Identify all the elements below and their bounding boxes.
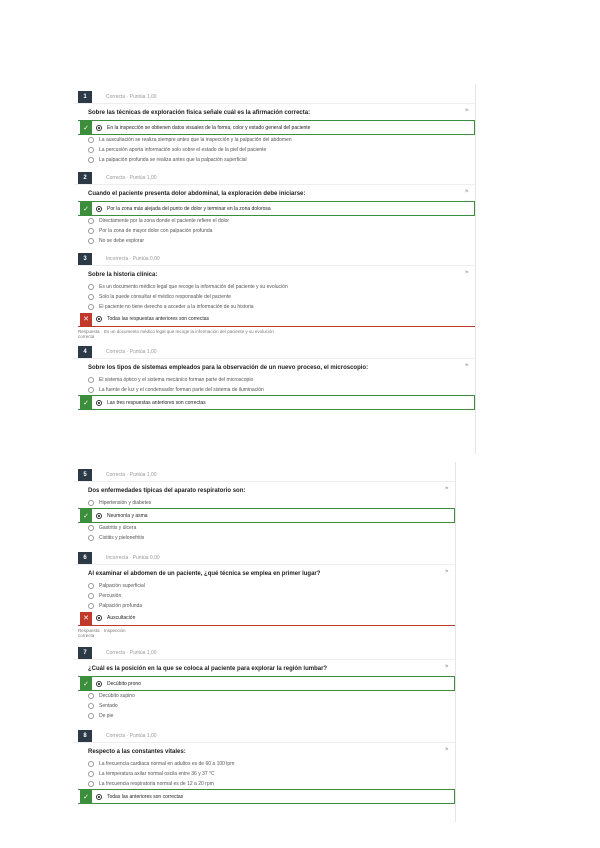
question-text: Cuando el paciente presenta dolor abdominal, la exploración debe iniciarse: [88, 191, 306, 197]
answer-option[interactable] [88, 523, 455, 533]
radio-button[interactable] [88, 525, 94, 531]
answer-option[interactable] [88, 282, 475, 292]
correct-response-label: Respuesta correcta [78, 329, 100, 339]
question-status: Correcta · Puntúa 1,00 [106, 471, 157, 478]
radio-button[interactable] [96, 615, 102, 621]
answer-option[interactable] [88, 759, 455, 769]
radio-button[interactable] [96, 513, 102, 519]
radio-button[interactable] [88, 377, 94, 383]
question-block [74, 252, 475, 339]
answer-option[interactable] [88, 533, 455, 543]
answer-option-label: Palpación profunda [99, 603, 143, 609]
radio-button[interactable] [88, 535, 94, 541]
question-status: Correcta · Puntúa 1,00 [106, 93, 157, 100]
answer-option[interactable] [78, 508, 455, 523]
answer-option[interactable] [78, 312, 475, 327]
radio-button[interactable] [88, 603, 94, 609]
answer-option-label: La frecuencia cardiaca normal en adultos es de 60 a 100 lpm [99, 761, 235, 767]
check-icon: ✓ [80, 202, 92, 215]
radio-button[interactable] [88, 137, 94, 143]
question-header [74, 468, 455, 482]
answer-option-label: De pie [99, 713, 114, 719]
flag-icon[interactable]: ⚑ [464, 363, 469, 369]
radio-button[interactable] [88, 218, 94, 224]
answer-option-label: Todas las anteriores son correctas [107, 793, 184, 800]
question-text: Sobre las técnicas de exploración física señale cuál es la afirmación correcta: [88, 110, 311, 116]
flag-icon[interactable]: ⚑ [444, 747, 449, 753]
answer-option-label: La frecuencia respiratoria normal es de 12 a 20 rpm [99, 781, 214, 787]
answer-option[interactable] [88, 385, 475, 395]
radio-button[interactable] [96, 316, 102, 322]
answer-option-label: Sentado [99, 703, 118, 709]
question-number: 3 [78, 253, 92, 265]
question-number: 8 [78, 730, 92, 742]
question-block [74, 171, 475, 246]
question-block [74, 646, 455, 721]
answer-option-label: Es un documento médico legal que recoge la información del paciente y su evolución [99, 284, 288, 290]
question-header [74, 729, 455, 743]
question-header [74, 646, 455, 660]
answer-option[interactable] [88, 711, 455, 721]
question-header [74, 252, 475, 266]
answer-option-label: Hipertensión y diabetes [99, 500, 152, 506]
question-header [74, 345, 475, 359]
question-header [74, 90, 475, 104]
radio-button[interactable] [96, 206, 102, 212]
radio-button[interactable] [88, 284, 94, 290]
answer-option-label: Directamente por la zona donde el paciente refiere el dolor [99, 218, 230, 224]
check-icon: ✓ [80, 677, 92, 690]
question-text: Al examinar el abdomen de un paciente, ¿qué técnica se emplea en primer lugar? [88, 571, 321, 577]
answer-option-label: La auscultación se realiza siempre antes que la inspección y la palpación del abdomen [99, 137, 292, 143]
radio-button[interactable] [88, 693, 94, 699]
answer-option[interactable] [78, 120, 475, 135]
answer-option[interactable] [88, 375, 475, 385]
cross-icon: ✕ [80, 313, 92, 326]
quiz-review-panel-top [74, 84, 476, 454]
radio-button[interactable] [88, 713, 94, 719]
flag-icon[interactable]: ⚑ [444, 486, 449, 492]
correct-response-label: Respuesta correcta [78, 628, 100, 638]
question-block [74, 551, 455, 638]
radio-button[interactable] [96, 125, 102, 131]
answer-option[interactable] [88, 601, 455, 611]
answer-option[interactable] [88, 691, 455, 701]
question-text: Respecto a las constantes vitales: [88, 749, 186, 755]
answer-option[interactable] [88, 155, 475, 165]
question-text: Dos enfermedades típicas del aparato respiratorio son: [88, 488, 246, 494]
question-status: Incorrecta · Puntúa 0,00 [106, 255, 160, 262]
answer-option[interactable] [88, 226, 475, 236]
radio-button[interactable] [88, 228, 94, 234]
answer-option[interactable] [78, 395, 475, 410]
radio-button[interactable] [88, 781, 94, 787]
answer-option-label: La fuente de luz y el condensador forman parte del sistema de iluminación [99, 387, 264, 393]
question-block [74, 90, 475, 165]
answer-option-label: Neumonía y asma [107, 512, 148, 519]
answer-option-label: No se debe explorar [99, 238, 145, 244]
answer-option-label: La palpación profunda se realiza antes que la palpación superficial [99, 157, 247, 163]
question-status: Correcta · Puntúa 1,00 [106, 732, 157, 739]
answer-option-label: Palpación superficial [99, 583, 145, 589]
check-icon: ✓ [80, 121, 92, 134]
flag-icon[interactable]: ⚑ [464, 108, 469, 114]
answer-option-label: En la inspección se obtienen datos visuales de la forma, color y estado general del paciente [107, 124, 311, 131]
check-icon: ✓ [80, 790, 92, 803]
radio-button[interactable] [88, 593, 94, 599]
radio-button[interactable] [96, 400, 102, 406]
flag-icon[interactable]: ⚑ [464, 270, 469, 276]
answer-option[interactable] [88, 581, 455, 591]
answer-option[interactable] [88, 779, 455, 789]
correct-response-text: Es un documento médico legal que recoge la información del paciente y su evolución [104, 329, 274, 334]
answer-option-label: Gastritis y úlcera [99, 525, 137, 531]
question-number: 1 [78, 91, 92, 103]
answer-option[interactable] [88, 302, 475, 312]
answer-option-label: Auscultación [107, 615, 136, 621]
question-number: 5 [78, 469, 92, 481]
radio-button[interactable] [88, 294, 94, 300]
answer-option-label: Percusión [99, 593, 122, 599]
question-number: 2 [78, 172, 92, 184]
question-text: Sobre los tipos de sistemas empleados para la observación de un nuevo proceso, el microscopio: [88, 365, 369, 371]
answer-option[interactable] [88, 135, 475, 145]
answer-option-label: La percusión aporta información solo sobre el estado de la piel del paciente [99, 147, 267, 153]
flag-icon[interactable]: ⚑ [444, 664, 449, 670]
radio-button[interactable] [88, 500, 94, 506]
radio-button[interactable] [96, 794, 102, 800]
correct-response [78, 628, 455, 638]
check-icon: ✓ [80, 396, 92, 409]
question-status: Correcta · Puntúa 1,00 [106, 174, 157, 181]
question-text: ¿Cuál es la posición en la que se coloca al paciente para explorar la región lumbar? [88, 666, 328, 672]
answer-option-label: Decúbito prono [107, 680, 141, 687]
answer-option-label: Las tres respuestas anteriores son correctas [107, 399, 206, 406]
answer-option-label: Cistitis y pielonefritis [99, 535, 145, 541]
cross-icon: ✕ [80, 612, 92, 625]
radio-button[interactable] [88, 703, 94, 709]
question-number: 6 [78, 552, 92, 564]
answer-option-label: Por la zona más alejada del punto de dolor y terminar en la zona dolorosa [107, 205, 271, 212]
correct-response [78, 329, 475, 339]
answer-option-label: La temperatura axilar normal oscila entre 36 y 37 °C [99, 771, 215, 777]
flag-icon[interactable]: ⚑ [464, 189, 469, 195]
answer-option[interactable] [88, 145, 475, 155]
radio-button[interactable] [96, 681, 102, 687]
question-number: 7 [78, 647, 92, 659]
radio-button[interactable] [88, 157, 94, 163]
quiz-review-panel-bottom [74, 462, 456, 822]
question-header [74, 171, 475, 185]
answer-option[interactable] [78, 789, 455, 804]
radio-button[interactable] [88, 238, 94, 244]
answer-option-label: El sistema óptico y el sistema mecánico forman parte del microscopio [99, 377, 254, 383]
flag-icon[interactable]: ⚑ [444, 569, 449, 575]
radio-button[interactable] [88, 147, 94, 153]
answer-option[interactable] [88, 292, 475, 302]
check-icon: ✓ [80, 509, 92, 522]
answer-option[interactable] [88, 498, 455, 508]
radio-button[interactable] [88, 304, 94, 310]
question-status: Correcta · Puntúa 1,00 [106, 348, 157, 355]
question-status: Incorrecta · Puntúa 0,00 [106, 554, 160, 561]
question-number: 4 [78, 346, 92, 358]
correct-response-text: Inspección [104, 628, 126, 633]
answer-option-label: El paciente no tiene derecho a acceder a la información de su historia [99, 304, 254, 310]
answer-option-label: Solo la puede consultar el médico responsable del paciente [99, 294, 232, 300]
question-header [74, 551, 455, 565]
answer-option-label: Por la zona de mayor dolor con palpación profunda [99, 228, 213, 234]
answer-option[interactable] [88, 701, 455, 711]
answer-option[interactable] [78, 201, 475, 216]
answer-option-label: Decúbito supino [99, 693, 135, 699]
question-block [74, 729, 455, 804]
radio-button[interactable] [88, 761, 94, 767]
answer-option[interactable] [78, 611, 455, 626]
question-status: Correcta · Puntúa 1,00 [106, 649, 157, 656]
answer-option[interactable] [88, 591, 455, 601]
answer-option[interactable] [88, 216, 475, 226]
answer-option-label: Todas las respuestas anteriores son correctas [107, 316, 209, 322]
radio-button[interactable] [88, 583, 94, 589]
answer-option[interactable] [78, 676, 455, 691]
answer-option[interactable] [88, 236, 475, 246]
radio-button[interactable] [88, 771, 94, 777]
question-block [74, 468, 455, 543]
question-text: Sobre la historia clínica: [88, 272, 158, 278]
answer-option[interactable] [88, 769, 455, 779]
radio-button[interactable] [88, 387, 94, 393]
question-block [74, 345, 475, 410]
